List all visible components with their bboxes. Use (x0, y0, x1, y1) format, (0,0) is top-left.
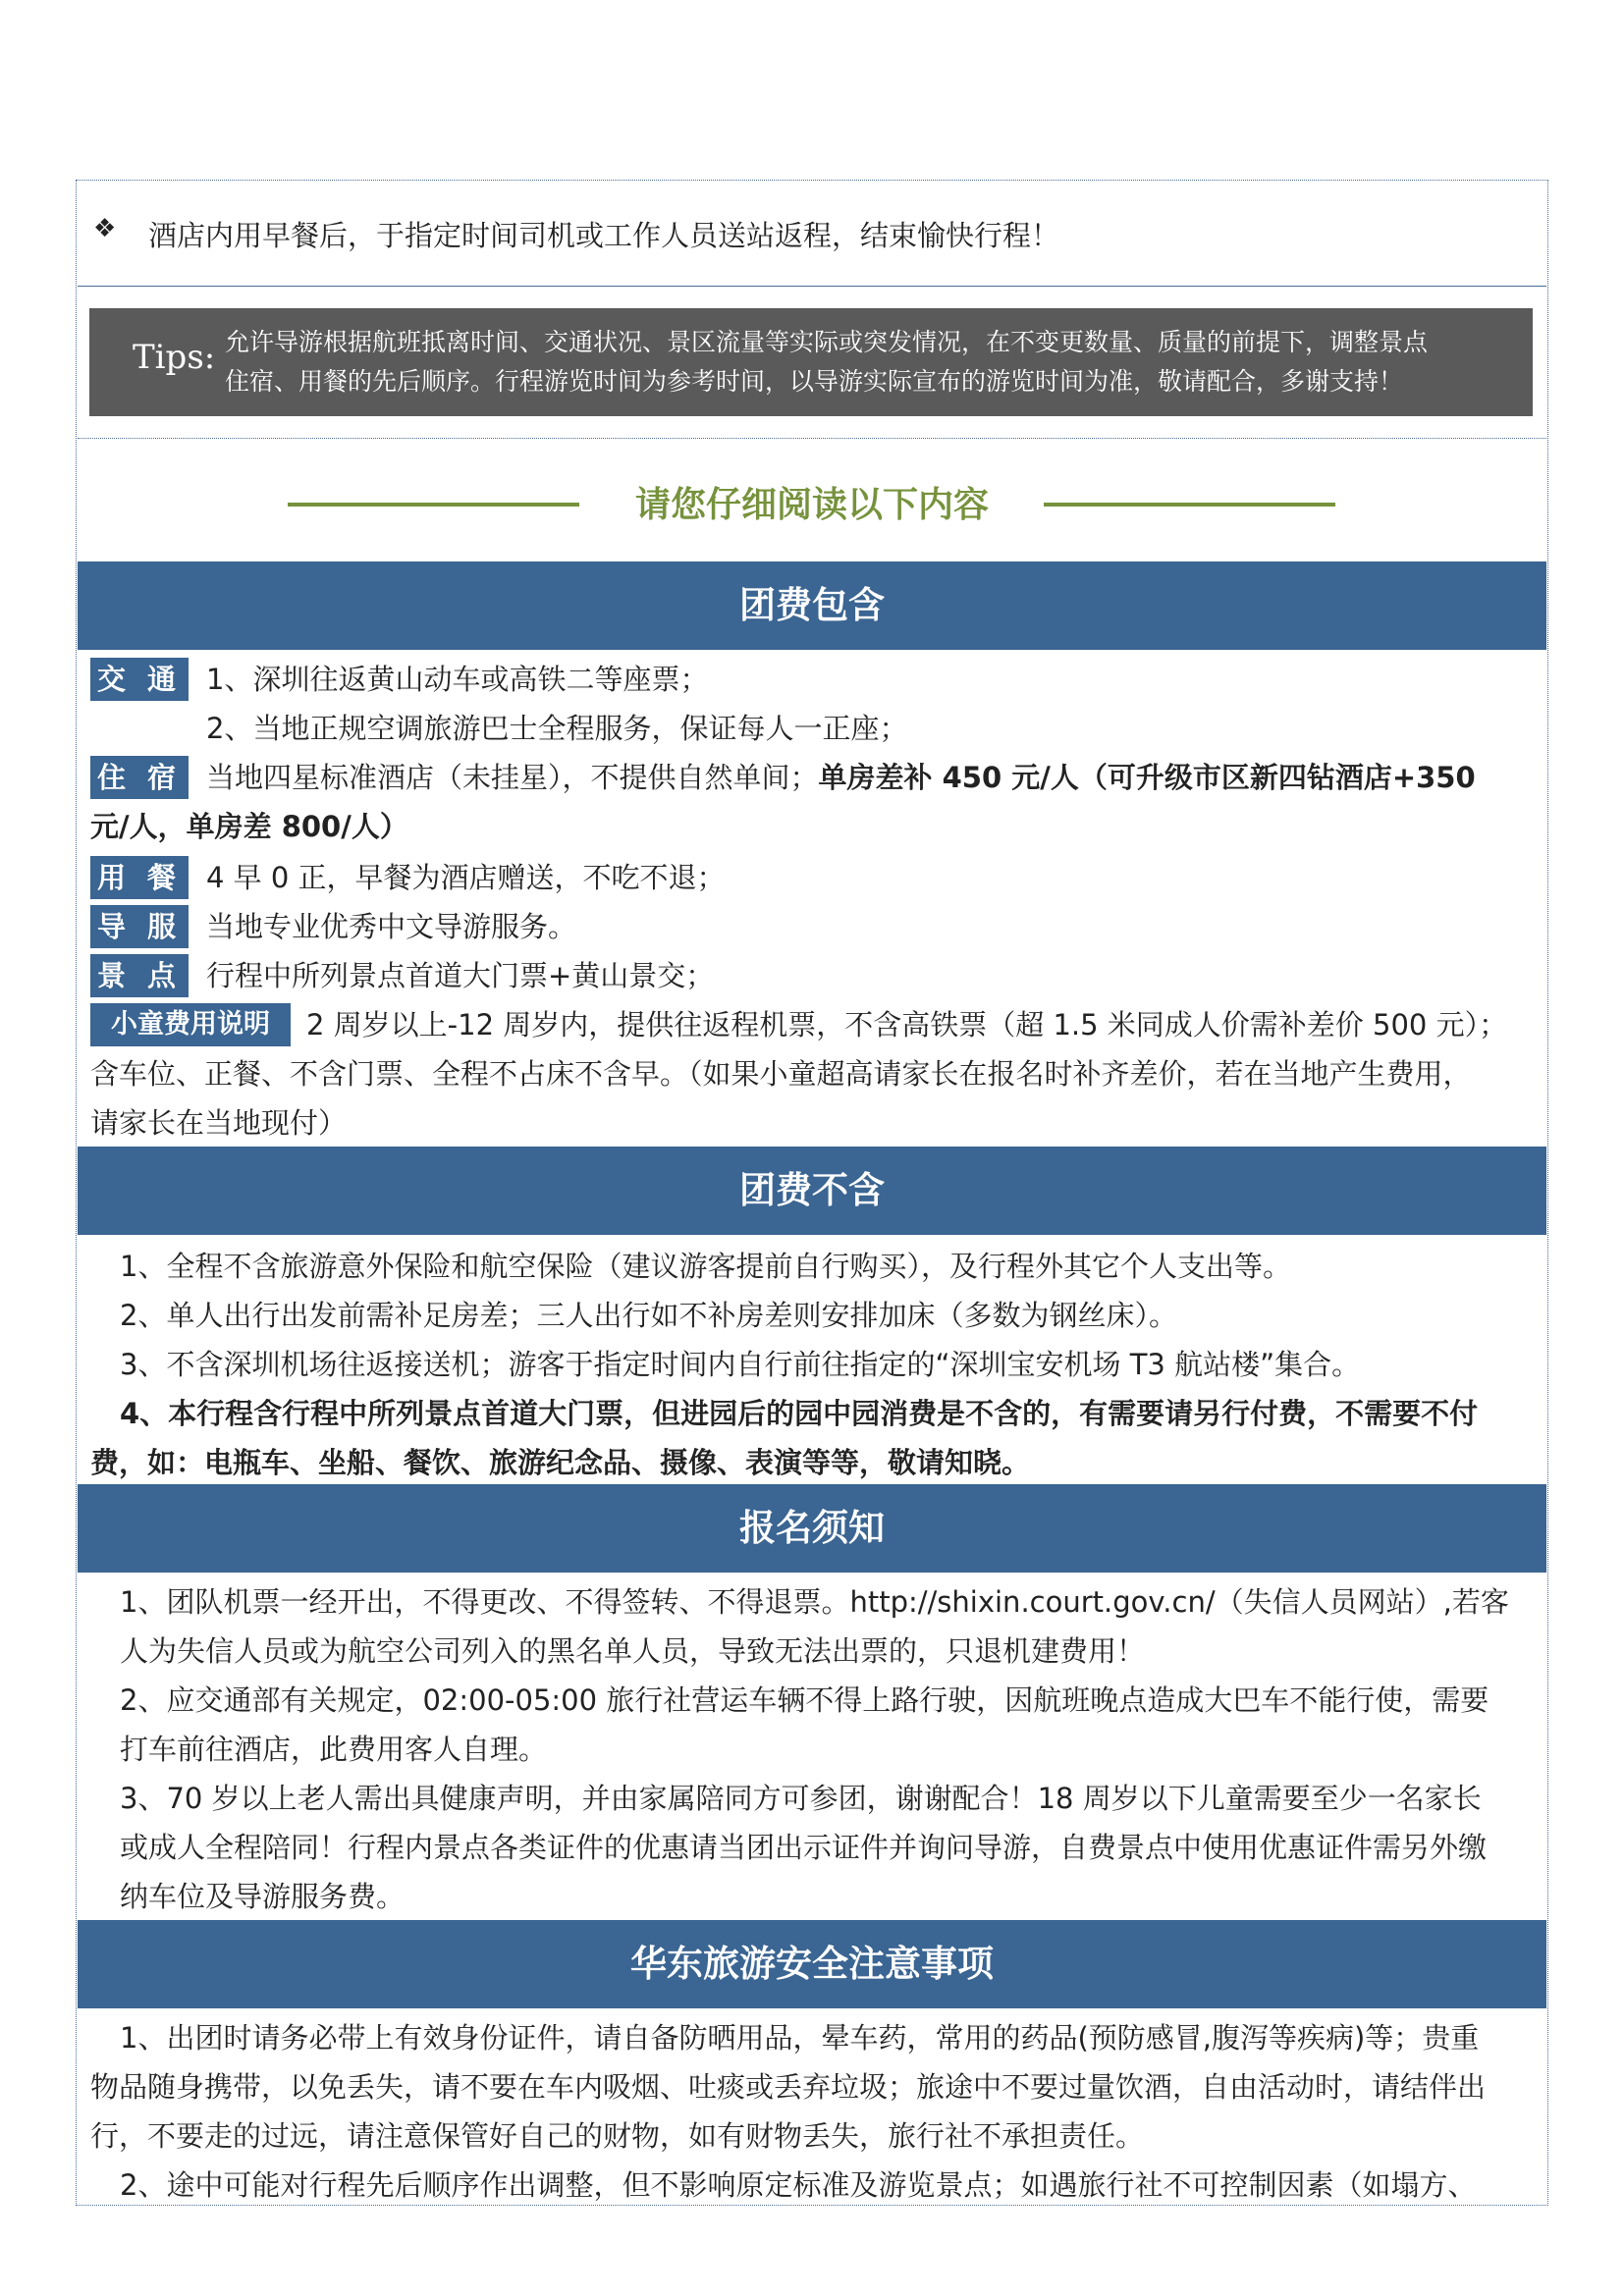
meal-text: 4 早 0 正，早餐为酒店赠送，不吃不退； (206, 861, 726, 894)
diamond-bullet-icon: ❖ (93, 214, 117, 243)
child-fee-line-2: 含车位、正餐、不含门票、全程不占床不含早。（如果小童超高请家长在报名时补齐差价，若在当地产生费用， (90, 1057, 1472, 1091)
excluded-item-2: 2、单人出行出发前需补足房差；三人出行如不补房差则安排加床（多数为钢丝床）。 (120, 1299, 1177, 1332)
heading-rule-right (1044, 503, 1335, 507)
hotel-tag: 住 宿 (90, 756, 189, 799)
signup-item-1-line-1: 1、团队机票一经开出，不得更改、不得签转、不得退票。http://shixin.court.gov.cn/（失信人员网站）,若客 (120, 1585, 1509, 1619)
signup-item-2-line-2: 打车前往酒店，此费用客人自理。 (120, 1733, 548, 1766)
excluded-item-4-line-2: 费，如：电瓶车、坐船、餐饮、旅游纪念品、摄像、表演等等，敬请知晓。 (90, 1446, 1031, 1479)
hotel-text: 当地四星标准酒店（未挂星），不提供自然单间； (206, 761, 819, 794)
child-fee-line-1: 2 周岁以上-12 周岁内，提供往返程机票，不含高铁票（超 1.5 米同成人价需补差价 500 元）； (306, 1008, 1508, 1041)
guide-text: 当地专业优秀中文导游服务。 (206, 910, 577, 943)
transport-item-1: 1、深圳往返黄山动车或高铁二等座票； (206, 663, 709, 696)
signup-item-2-line-1: 2、应交通部有关规定，02:00-05:00 旅行社营运车辆不得上路行驶，因航班晚点造成大巴车不能行使，需要 (120, 1683, 1489, 1717)
closing-note-text: 酒店内用早餐后，于指定时间司机或工作人员送站返程，结束愉快行程！ (148, 219, 1060, 252)
transport-item-2: 2、当地正规空调旅游巴士全程服务，保证每人一正座； (206, 712, 908, 745)
sightseeing-text: 行程中所列景点首道大门票+黄山景交； (206, 959, 715, 992)
tips-line-1: 允许导游根据航班抵离时间、交通状况、景区流量等实际或突发情况，在不变更数量、质量的前提下，调整景点 (225, 328, 1429, 356)
tips-label: Tips: (133, 338, 216, 377)
child-fee-tag: 小童费用说明 (90, 1003, 291, 1046)
safety-item-1-line-1: 1、出团时请务必带上有效身份证件，请自备防晒用品，晕车药，常用的药品(预防感冒,腹泻等疾病)等；贵重 (120, 2021, 1480, 2055)
safety-item-2-line-1: 2、途中可能对行程先后顺序作出调整，但不影响原定标准及游览景点；如遇旅行社不可控制因素（如塌方、 (120, 2168, 1477, 2202)
hotel-line-1 (206, 758, 1476, 797)
safety-item-1-line-3: 行，不要走的过远，请注意保管好自己的财物，如有财物丢失，旅行社不承担责任。 (90, 2119, 1145, 2153)
hotel-line-2: 元/人，单房差 800/人） (90, 810, 408, 843)
child-fee-line-3: 请家长在当地现付） (90, 1106, 348, 1140)
signup-item-3-line-1: 3、70 岁以上老人需出具健康声明，并由家属陪同方可参团，谢谢配合！18 周岁以下儿童需要至少一名家长 (120, 1782, 1482, 1815)
tips-line-2: 住宿、用餐的先后顺序。行程游览时间为参考时间，以导游实际宣布的游览时间为准，敬请配合，多谢支持！ (225, 367, 1404, 396)
sightseeing-tag: 景 点 (90, 954, 189, 997)
tips-text (225, 323, 1511, 401)
closing-note-row (78, 183, 1546, 287)
excluded-section-header: 团费不含 (78, 1147, 1546, 1235)
tips-box (89, 308, 1533, 416)
safety-section-header: 华东旅游安全注意事项 (78, 1920, 1546, 2008)
safety-item-1-line-2: 物品随身携带，以免丢失，请不要在车内吸烟、吐痰或丢弃垃圾；旅途中不要过量饮酒，自由活动时，请结伴出 (90, 2070, 1487, 2104)
signup-item-3-line-3: 纳车位及导游服务费。 (120, 1880, 406, 1913)
hotel-single-room-note: 单房差补 450 元/人（可升级市区新四钻酒店+350 (818, 761, 1476, 794)
excluded-item-1: 1、全程不含旅游意外保险和航空保险（建议游客提前自行购买），及行程外其它个人支出等。 (120, 1250, 1291, 1283)
signup-item-1-line-2: 人为失信人员或为航空公司列入的黑名单人员，导致无法出票的，只退机建费用！ (120, 1634, 1146, 1668)
included-section-header: 团费包含 (78, 561, 1546, 650)
meal-tag: 用 餐 (90, 856, 189, 899)
excluded-item-4-line-1: 4、本行程含行程中所列景点首道大门票，但进园后的园中园消费是不含的，有需要请另行付费，不需要不付 (120, 1397, 1479, 1430)
guide-tag: 导 服 (90, 905, 189, 948)
transport-tag: 交 通 (90, 658, 189, 701)
section-divider (78, 438, 1546, 439)
read-carefully-heading: 请您仔细阅读以下内容 (634, 485, 989, 525)
signup-item-3-line-2: 或成人全程陪同！行程内景点各类证件的优惠请当团出示证件并询问导游，自费景点中使用优惠证件需另外缴 (120, 1831, 1488, 1864)
signup-section-header: 报名须知 (78, 1484, 1546, 1573)
excluded-item-3: 3、不含深圳机场往返接送机；游客于指定时间内自行前往指定的“深圳宝安机场 T3 航站楼”集合。 (120, 1348, 1361, 1381)
